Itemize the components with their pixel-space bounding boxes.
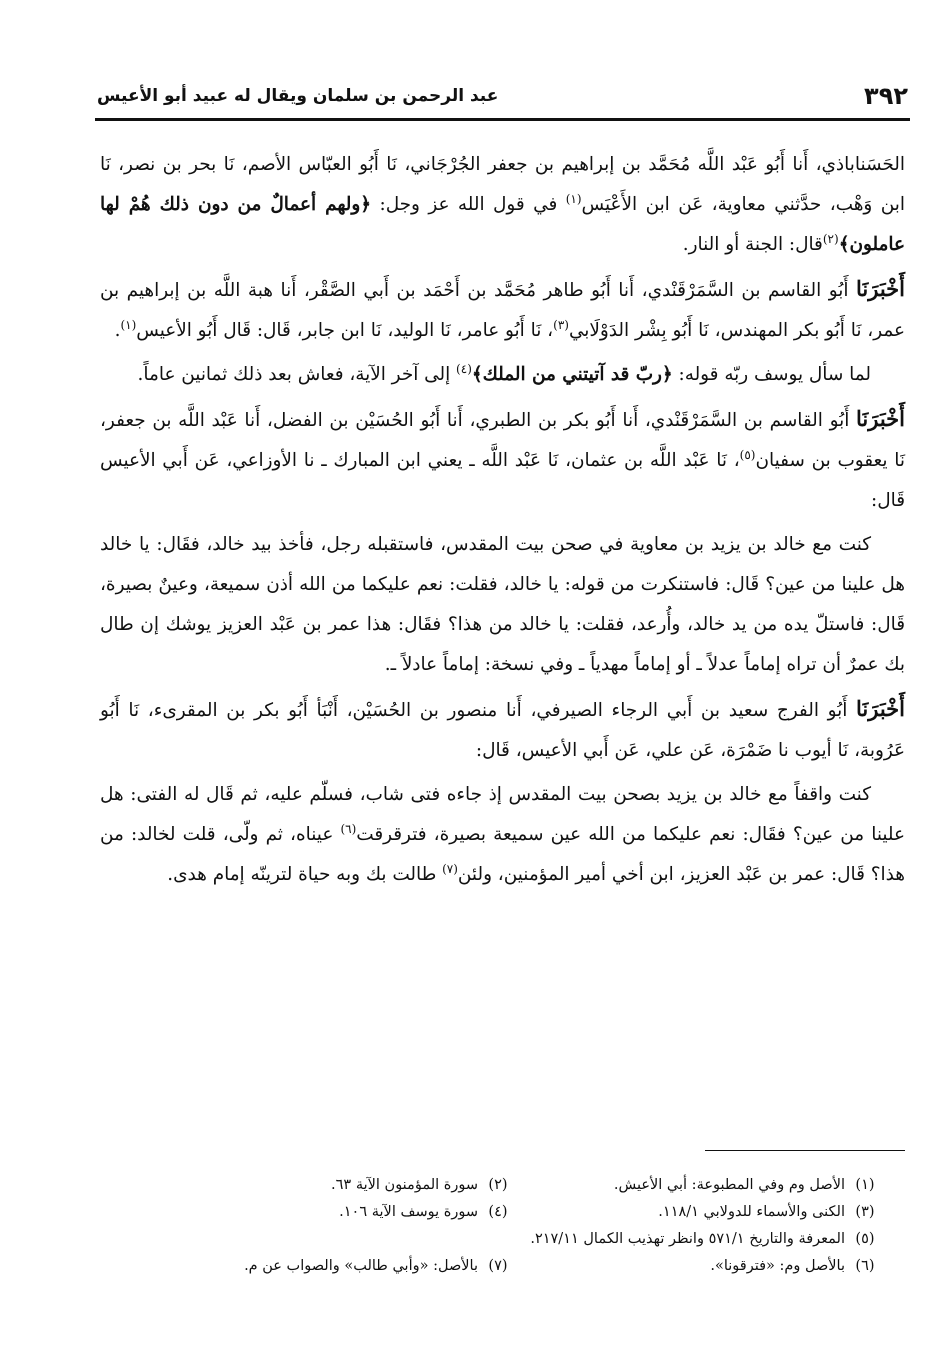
text-segment: عيناه، ثم ولّى، قلت لخالد: من هذا؟ قَال: عمر بن عَبْد العزيز، ابن أخي أمير المؤمنين، ولئن bbox=[100, 824, 905, 885]
footnote-marker: (٤) bbox=[456, 361, 472, 376]
paragraph bbox=[100, 145, 905, 265]
text-segment: أَبُو القاسم بن السَّمَرْقَنْدي، أَنا أَبُو بكر بن الطبري، أَنا أَبُو الحُسَيْن بن الفضل، أَنا عَبْد اللَّه بن جعفر، نَا يعقوب بن سفيان bbox=[100, 410, 906, 471]
text-segment: أَبُو القاسم بن السَّمَرْقَنْدي، أَنا أَبُو طاهر مُحَمَّد بن أَحْمَد بن أَبي الصَّقْر، أَنا هبة اللَّه بن إبراهيم بن عمر، نَا أَبُو بكر المهندس، نَا أَبُو بِشْر الدَوْلَابي bbox=[100, 280, 905, 341]
text-segment: الحَسَناباذي، أَنا أَبُو عَبْد اللَّه مُحَمَّد بن إبراهيم بن جعفر الجُرْجَاني، نَا أَبُو العبّاس الأصم، نَا بحر بن نصر، نَا ابن وَهْب، حدَّثني معاوية، عَن ابن الأَعْيَس bbox=[100, 154, 905, 215]
footnote bbox=[151, 1172, 518, 1199]
footnote-row bbox=[150, 1172, 885, 1199]
text-segment: أَبُو الفرج سعيد بن أَبي الرجاء الصيرفي، أَنا منصور بن الحُسَيْن، أَنْبَأ أَبُو بكر بن المقرىء، نَا أَبُو عَرُوبة، نَا أيوب نا ضَمْرَة، عَن علي، عَن أَبي الأعيس، قَال: bbox=[100, 700, 905, 761]
footnote-row bbox=[150, 1199, 885, 1226]
text-segment: قال: الجنة أو النار. bbox=[682, 234, 823, 255]
footnote-text: سورة يوسف الآية ١٠٦. bbox=[339, 1204, 478, 1220]
footnote-text: بالأصل: «وأبي طالب» والصواب عن م. bbox=[244, 1258, 478, 1274]
footnote bbox=[151, 1253, 518, 1280]
footnote-number: (٥) bbox=[855, 1231, 875, 1247]
text-segment: لما سأل يوسف ربّه قوله: bbox=[672, 364, 871, 385]
footnote-marker: (١) bbox=[565, 191, 582, 206]
footnote-number: (٧) bbox=[488, 1258, 508, 1274]
paragraph bbox=[100, 355, 905, 395]
footnote-number: (٣) bbox=[855, 1204, 875, 1220]
text-segment: كنت واقفاً مع خالد بن يزيد بصحن بيت المقدس إذ جاءه فتى شاب، فسلّم عليه، ثم قَال له الفتى: هل علينا من عين؟ فقَال: نعم عليكما من الله عين سميعة بصيرة، فترقرقت bbox=[100, 784, 905, 845]
footnote-row bbox=[150, 1253, 885, 1280]
footnote-marker: (١) bbox=[120, 317, 137, 332]
text-segment: إلى آخر الآية، فعاش بعد ذلك ثمانين عاماً. bbox=[137, 364, 457, 385]
text-segment: في قول الله عز وجل: bbox=[371, 194, 566, 215]
footnote-text: الأصل وم وفي المطبوعة: أبي الأعيش. bbox=[613, 1177, 845, 1193]
running-title: عبد الرحمن بن سلمان ويقال له عبيد أبو الأعيس bbox=[97, 86, 499, 106]
text-segment: ، نَا أَبُو عامر، نَا الوليد، نَا ابن جابر، قَال: قَال أَبُو الأعيس bbox=[136, 320, 554, 341]
footnote bbox=[518, 1172, 885, 1199]
footnote bbox=[518, 1253, 885, 1280]
footnote-text: المعرفة والتاريخ ٥٧١/١ وانظر تهذيب الكمال ٢١٧/١١. bbox=[530, 1231, 845, 1247]
isnad-lead-word: أَخْبَرَنَا bbox=[856, 276, 905, 301]
paragraph bbox=[100, 775, 905, 895]
paragraph bbox=[100, 399, 905, 521]
paragraph bbox=[100, 525, 905, 685]
footnote-marker: (٦) bbox=[340, 821, 357, 836]
paragraph bbox=[100, 689, 905, 771]
footnote bbox=[518, 1199, 885, 1226]
footnote-divider bbox=[705, 1150, 905, 1151]
page-number: ٣٩٢ bbox=[864, 82, 908, 110]
footnote-marker: (٢) bbox=[822, 231, 839, 246]
footnote-marker: (٥) bbox=[739, 447, 756, 462]
footnote-text: سورة المؤمنون الآية ٦٣. bbox=[331, 1177, 478, 1193]
footnote-number: (٦) bbox=[855, 1258, 875, 1274]
footnote-row bbox=[150, 1226, 885, 1253]
quran-verse: ﴿ولهم أعمالٌ من دون ذلك هُمْ لها عاملون﴾ bbox=[100, 194, 905, 255]
text-segment: ، نَا عَبْد اللَّه بن عثمان، نَا عَبْد اللَّه ـ يعني ابن المبارك ـ نا الأوزاعي، عَن أَبي الأعيس قَال: bbox=[100, 450, 905, 511]
text-segment: طالت بك وبه حياة لترينّه إمام هدى. bbox=[167, 864, 443, 885]
footnote-number: (٤) bbox=[488, 1204, 508, 1220]
quran-verse: ﴿ربّ قد آتيتني من الملك﴾ bbox=[471, 364, 673, 385]
footnote bbox=[151, 1199, 518, 1226]
footnote-text: الكنى والأسماء للدولابي ١١٨/١. bbox=[658, 1204, 845, 1220]
footnote-number: (٢) bbox=[488, 1177, 508, 1193]
text-segment: . bbox=[114, 320, 121, 341]
text-segment: كنت مع خالد بن يزيد بن معاوية في صحن بيت المقدس، فاستقبله رجل، فأخذ بيد خالد، فقَال: يا خالد هل علينا من عين؟ قَال: فاستنكرت من قوله: يا خالد، فقلت: نعم عليكما من الله أذن سميعة، وعينٌ بصيرة، قَال: فاستلّ يده من يد خالد، وأُرعد، فقلت: يا خالد من هذا؟ فقَال: هذا عمر بن عَبْد العزيز يوشك إن طال بك عمرٌ أن تراه إماماً عدلاً ـ أو إماماً مهدياً ـ وفي نسخة: إماماً عادلاً ـ. bbox=[100, 534, 905, 675]
footnotes bbox=[150, 1172, 885, 1280]
running-header bbox=[95, 78, 910, 121]
footnote bbox=[150, 1226, 885, 1253]
footnote-marker: (٧) bbox=[442, 861, 458, 876]
footnote-marker: (٣) bbox=[553, 317, 569, 332]
paragraph bbox=[100, 269, 905, 351]
main-text bbox=[100, 145, 905, 899]
footnote-text: بالأصل وم: «فترقونا». bbox=[710, 1258, 845, 1274]
isnad-lead-word: أَخْبَرَنَا bbox=[856, 696, 905, 721]
isnad-lead-word: أَخْبَرَنَا bbox=[856, 406, 905, 431]
footnote-number: (١) bbox=[855, 1177, 875, 1193]
